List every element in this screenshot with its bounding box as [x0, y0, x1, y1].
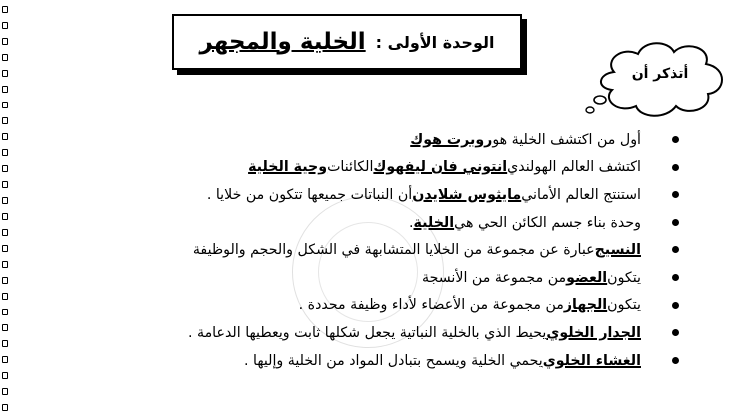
bullet-icon [672, 191, 679, 198]
item-text: يتكون [607, 297, 641, 314]
bullet-icon [672, 357, 679, 364]
binding-ring [2, 245, 8, 252]
bullet-icon [672, 164, 679, 171]
item-text: . [409, 214, 414, 231]
binding-ring [2, 404, 8, 411]
binding-ring [2, 261, 8, 268]
item-text: يحيط الذي بالخلية النباتية يجعل شكلها ثابت ويعطيها الدعامة . [187, 324, 547, 341]
keyword: الجدار الخلوي [546, 324, 641, 341]
binding-ring [2, 197, 8, 204]
item-text: وحدة بناء جسم الكائن الحي هي [454, 214, 641, 231]
item-text: يتكون [607, 269, 641, 286]
list-item [81, 154, 641, 182]
binding-ring [2, 213, 8, 220]
binding-ring [2, 229, 8, 236]
binding-ring [2, 277, 8, 284]
binding-ring [2, 324, 8, 331]
binding-ring [2, 165, 8, 172]
facts-list [81, 126, 641, 374]
list-item [81, 209, 641, 237]
binding-ring [2, 181, 8, 188]
binding-ring [2, 356, 8, 363]
binding-ring [2, 86, 8, 93]
bullet-icon [672, 329, 679, 336]
bullet-icon [672, 136, 679, 143]
keyword: مايثوس شلايدن [412, 186, 522, 203]
binding-ring [2, 340, 8, 347]
binding-ring [2, 372, 8, 379]
topic-title: الخلية والمجهر [199, 29, 366, 55]
bullet-icon [672, 219, 679, 226]
binding-ring [2, 133, 8, 140]
item-text: من مجموعة من الأعضاء لأداء وظيفة محددة . [298, 297, 564, 314]
unit-label: الوحدة الأولى : [375, 32, 495, 52]
binding-ring [2, 102, 8, 109]
keyword: روبرت هوك [410, 131, 493, 148]
binding-ring [2, 293, 8, 300]
list-item [81, 292, 641, 320]
binding-ring [2, 38, 8, 45]
item-text: أول من اكتشف الخلية هو [492, 131, 641, 148]
item-text: استنتج العالم الأماني [521, 186, 641, 203]
bullet-icon [672, 302, 679, 309]
binding-ring [2, 70, 8, 77]
keyword: الخلية [413, 214, 455, 231]
list-item [81, 236, 641, 264]
list-item [81, 126, 641, 154]
list-item [81, 264, 641, 292]
list-item [81, 181, 641, 209]
keyword: الغشاء الخلوي [542, 352, 641, 369]
item-text: يحمي الخلية ويسمح بتبادل المواد من الخلية وإليها . [244, 352, 543, 369]
binding-ring [2, 117, 8, 124]
bullet-icon [672, 246, 679, 253]
binding-ring [2, 54, 8, 61]
item-text: الكائنات [327, 159, 374, 176]
callout-label: أتذكر أن [631, 66, 689, 82]
binding-ring [2, 149, 8, 156]
notebook-binding [2, 0, 12, 411]
keyword: النسيج [594, 242, 641, 259]
keyword: وحية الخلية [248, 159, 328, 176]
item-text: من مجموعة من الأنسجة [422, 269, 567, 286]
bullet-icon [672, 274, 679, 281]
item-text: أن النباتات جميعها تتكون من خلايا . [206, 186, 413, 203]
item-text: اكتشف العالم الهولندي [507, 159, 641, 176]
keyword: العضو [566, 269, 608, 286]
list-item [81, 347, 641, 375]
lesson-title-box [172, 14, 522, 70]
keyword: الجهاز [563, 297, 608, 314]
binding-ring [2, 22, 8, 29]
keyword: انتوني فان ليفهوك [373, 159, 508, 176]
binding-ring [2, 309, 8, 316]
binding-ring [2, 388, 8, 395]
list-item [81, 319, 641, 347]
item-text: عبارة عن مجموعة من الخلايا المتشابهة في الشكل والحجم والوظيفة [192, 242, 595, 259]
binding-ring [2, 6, 8, 13]
